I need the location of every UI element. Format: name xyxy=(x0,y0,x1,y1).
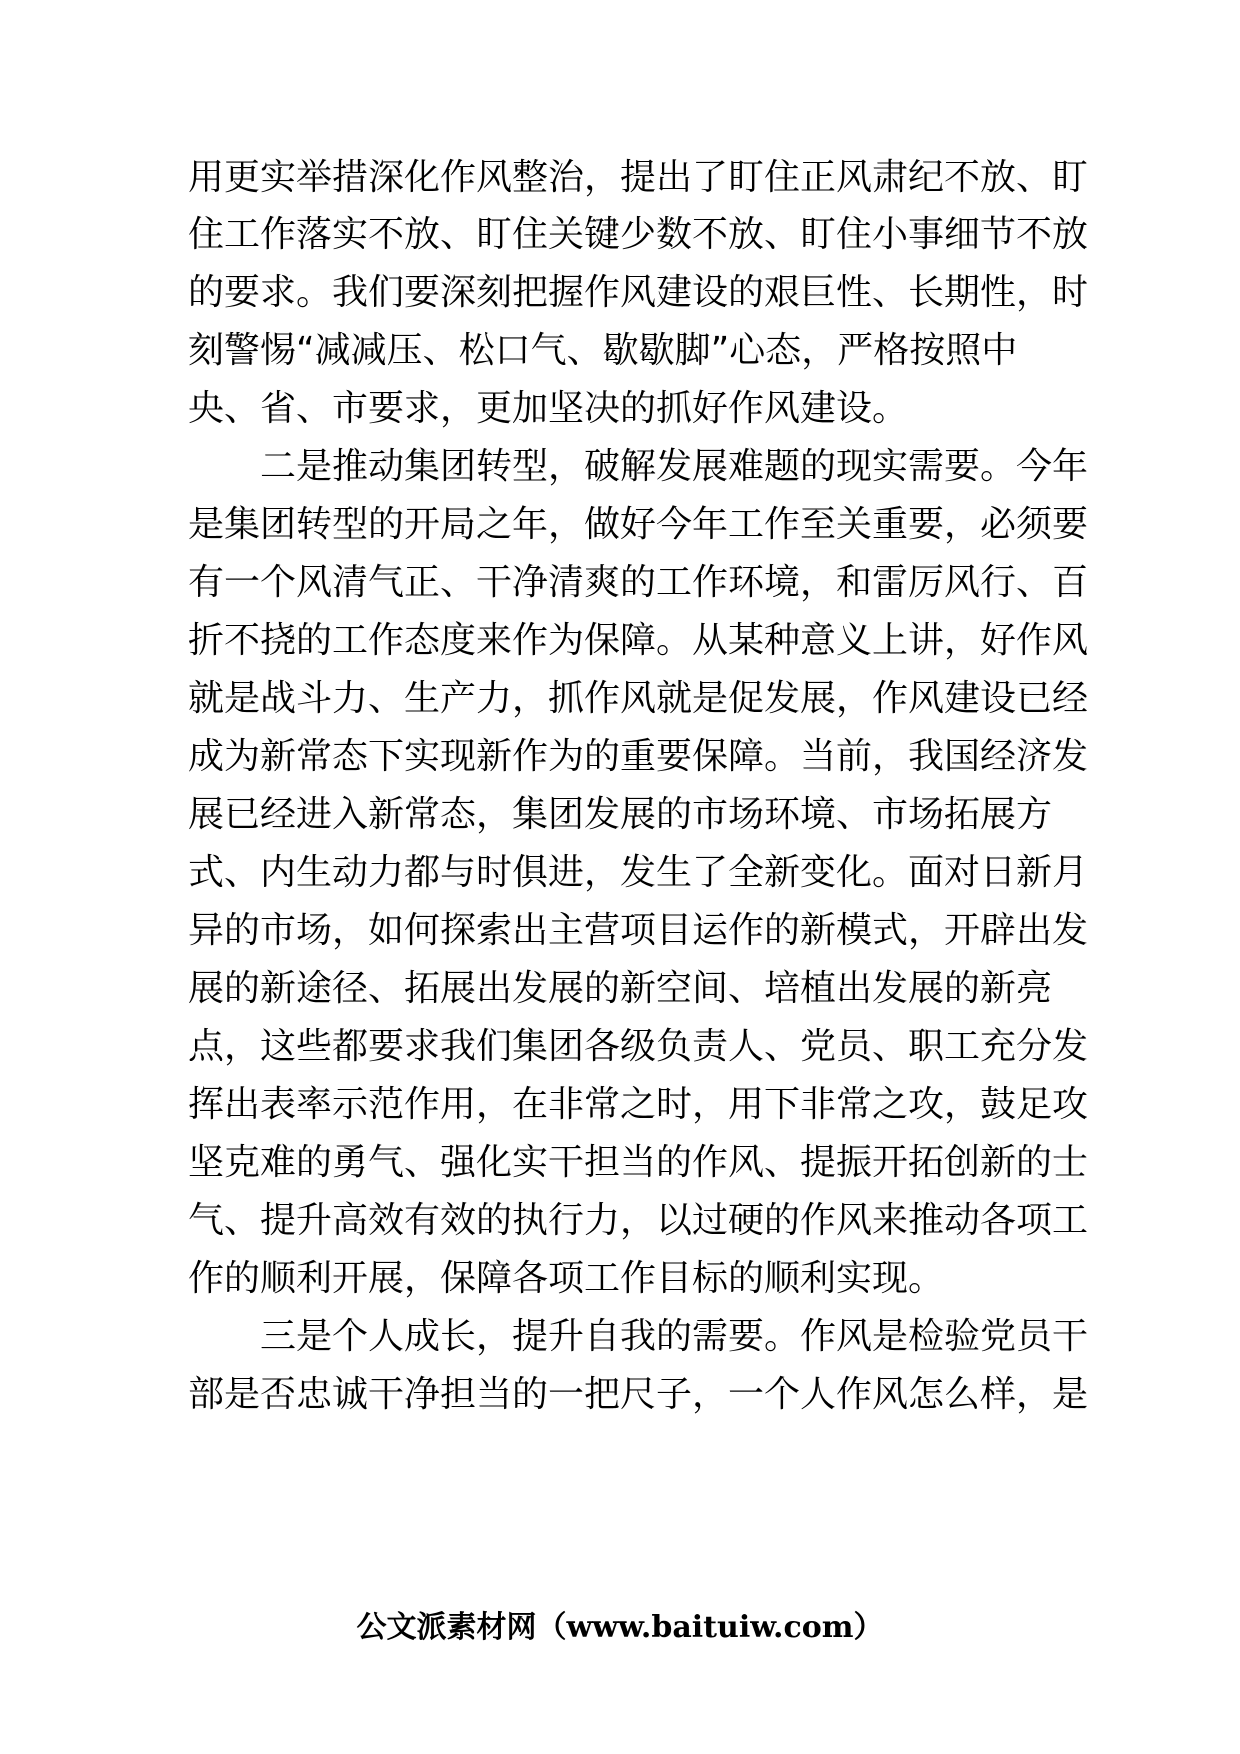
body-text-line: 式、内生动力都与时俱进，发生了全新变化。面对日新月 xyxy=(188,852,1089,893)
body-text-line: 气、提升高效有效的执行力，以过硬的作风来推动各项工 xyxy=(188,1200,1089,1241)
body-text-line: 展的新途径、拓展出发展的新空间、培植出发展的新亮 xyxy=(188,968,1053,1009)
body-text-line: 用更实举措深化作风整治，提出了盯住正风肃纪不放、盯 xyxy=(188,157,1089,198)
body-text-line: 刻警惕“减减压、松口气、歇歇脚”心态，严格按照中 xyxy=(188,330,1018,371)
body-text-line: 挥出表率示范作用，在非常之时，用下非常之攻，鼓足攻 xyxy=(188,1084,1089,1125)
body-text-line: 三是个人成长，提升自我的需要。作风是检验党员干 xyxy=(188,1316,1089,1357)
body-text-line: 就是战斗力、生产力，抓作风就是促发展，作风建设已经 xyxy=(188,678,1089,719)
body-text-line: 成为新常态下实现新作为的重要保障。当前，我国经济发 xyxy=(188,736,1089,777)
footer-watermark: 公文派素材网（www.baituiw.com） xyxy=(356,1610,884,1645)
body-text-line: 点，这些都要求我们集团各级负责人、党员、职工充分发 xyxy=(188,1026,1089,1067)
body-text-line: 展已经进入新常态，集团发展的市场环境、市场拓展方 xyxy=(188,794,1053,835)
body-text-line: 部是否忠诚干净担当的一把尺子，一个人作风怎么样，是 xyxy=(188,1374,1089,1415)
body-text-line: 异的市场，如何探索出主营项目运作的新模式，开辟出发 xyxy=(188,910,1089,951)
body-text-line: 作的顺利开展，保障各项工作目标的顺利实现。 xyxy=(188,1258,945,1299)
body-text-line: 央、省、市要求，更加坚决的抓好作风建设。 xyxy=(188,388,909,429)
body-text-line: 有一个风清气正、干净清爽的工作环境，和雷厉风行、百 xyxy=(188,562,1089,603)
body-text-line: 坚克难的勇气、强化实干担当的作风、提振开拓创新的士 xyxy=(188,1142,1089,1183)
body-text-line: 住工作落实不放、盯住关键少数不放、盯住小事细节不放 xyxy=(188,214,1089,255)
body-text-line: 二是推动集团转型，破解发展难题的现实需要。今年 xyxy=(188,446,1089,487)
body-text-line: 折不挠的工作态度来作为保障。从某种意义上讲，好作风 xyxy=(188,620,1089,661)
body-text-line: 是集团转型的开局之年，做好今年工作至关重要，必须要 xyxy=(188,504,1089,545)
body-text-line: 的要求。我们要深刻把握作风建设的艰巨性、长期性，时 xyxy=(188,272,1089,313)
